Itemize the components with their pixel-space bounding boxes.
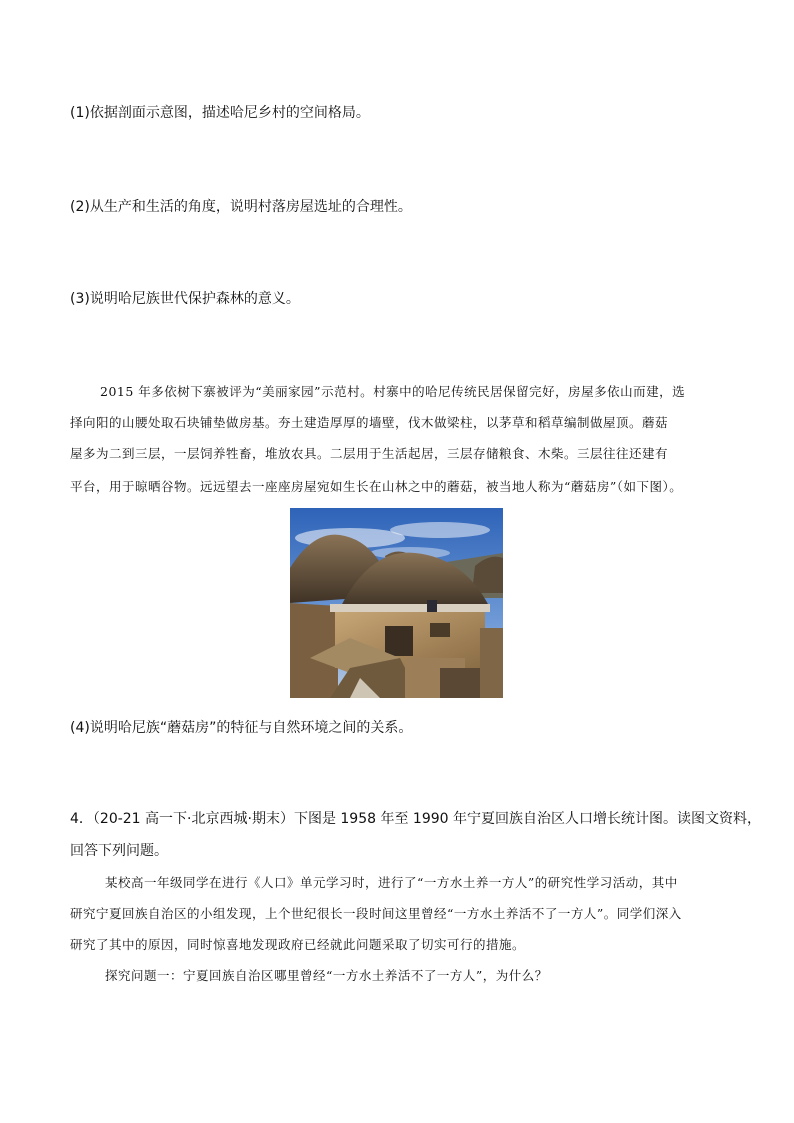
question-2: (2)从生产和生活的角度，说明村落房屋选址的合理性。 <box>70 199 412 215</box>
question-3: (3)说明哈尼族世代保护森林的意义。 <box>70 291 300 307</box>
question-4: (4)说明哈尼族“蘑菇房”的特征与自然环境之间的关系。 <box>70 720 413 736</box>
mushroom-house-photo <box>290 508 503 698</box>
passage-line: 平台，用于晾晒谷物。远远望去一座座房屋宛如生长在山林之中的蘑菇，被当地人称为“蘑菇房”（如下图）。 <box>70 479 683 494</box>
passage-line: 探究问题一：宁夏回族自治区哪里曾经“一方水土养活不了一方人”，为什么？ <box>105 968 548 983</box>
problem-4-header: 4．（20-21 高一下·北京西城·期末）下图是 1958 年至 1990 年宁夏回族自治区人口增长统计图。读图文资料， <box>70 811 761 827</box>
passage-line: 择向阳的山腰处取石块铺垫做房基。夯土建造厚厚的墙壁，伐木做梁柱，以茅草和稻草编制做屋顶。蘑菇 <box>70 415 669 430</box>
question-1: (1)依据剖面示意图，描述哈尼乡村的空间格局。 <box>70 105 370 121</box>
passage-line: 研究宁夏回族自治区的小组发现，上个世纪很长一段时间这里曾经“一方水土养活不了一方人”。同学们深入 <box>70 906 682 921</box>
passage-line: 某校高一年级同学在进行《人口》单元学习时，进行了“一方水土养一方人”的研究性学习活动，其中 <box>105 875 678 890</box>
passage-line: 屋多为二到三层，一层饲养牲畜，堆放农具。二层用于生活起居，三层存储粮食、木柴。三层往往还建有 <box>70 446 669 461</box>
passage-line: 2015 年多依树下寨被评为“美丽家园”示范村。村寨中的哈尼传统民居保留完好，房屋多依山而建，选 <box>100 384 686 399</box>
problem-4-header-cont: 回答下列问题。 <box>70 843 168 859</box>
passage-line: 研究了其中的原因，同时惊喜地发现政府已经就此问题采取了切实可行的措施。 <box>70 937 526 952</box>
